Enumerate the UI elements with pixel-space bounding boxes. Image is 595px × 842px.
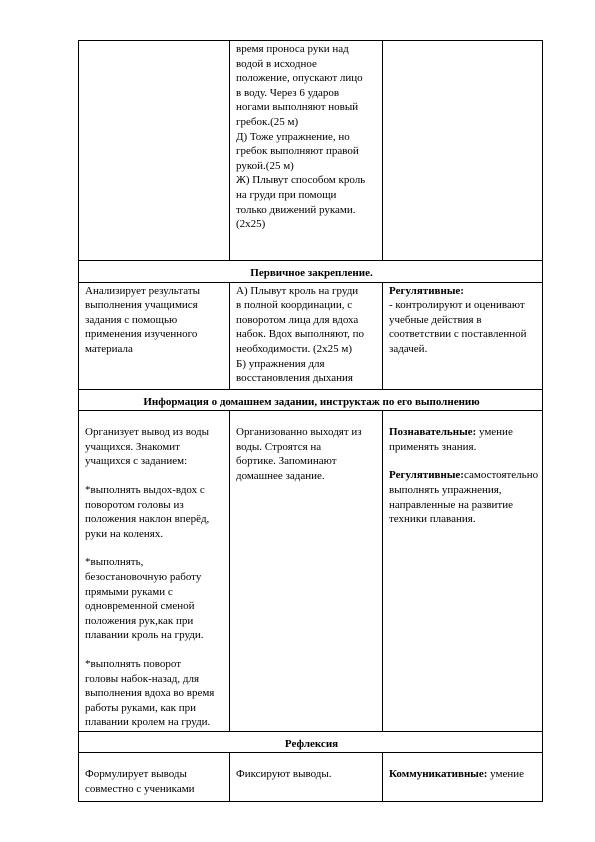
cognitive-label: Познавательные:: [389, 426, 477, 439]
text-line: соответствии с поставленной: [389, 328, 527, 341]
table-row: [79, 41, 543, 261]
text-line: положения рук,как при: [85, 614, 194, 627]
text-line: *выполнять выдох-вдох с: [85, 483, 205, 496]
section-header-row: [79, 389, 543, 411]
text-block: [389, 298, 538, 356]
text-line: водой в исходное: [236, 57, 317, 70]
text-line: учащихся с заданием:: [85, 455, 188, 468]
text-line: Организует вывод из воды: [85, 426, 210, 439]
teacher-activity-cell: [79, 282, 230, 389]
text-block: [85, 657, 225, 730]
text-line: положения наклон вперёд,: [85, 513, 210, 526]
uud-cell: [383, 282, 543, 389]
cognitive-text: умение: [476, 426, 513, 439]
communicative-text: умение: [487, 768, 525, 781]
text-block: [389, 483, 538, 527]
regulatory-label: Регулятивные:: [389, 284, 464, 297]
text-line: плавании кроль на груди.: [85, 629, 204, 642]
text-block: [236, 284, 378, 386]
text-line: направленные на развитие: [389, 498, 514, 511]
communicative-label: Коммуникативные:: [389, 768, 488, 781]
text-block: [85, 284, 225, 357]
section-title-reflection: Рефлексия: [79, 731, 543, 753]
text-block: [236, 42, 378, 232]
section-title-primary-consolidation: Первичное закрепление.: [79, 261, 543, 283]
student-activity-cell: [230, 41, 383, 261]
text-line: головы набок-назад, для: [85, 672, 200, 685]
text-line: только движений руками.: [236, 203, 356, 216]
section-header-row: [79, 731, 543, 753]
text-block: [85, 425, 225, 469]
text-block: [236, 425, 378, 483]
text-line: Организованно выходят из: [236, 426, 362, 439]
text-line: Формулирует выводы: [85, 768, 187, 781]
text-line: материала: [85, 342, 133, 355]
text-line: прямыми руками с: [85, 585, 173, 598]
text-line: (2х25): [236, 218, 266, 231]
text-line: Д) Тоже упражнение, но: [236, 130, 350, 143]
text-line: - контролируют и оценивают: [389, 299, 525, 312]
text-line: Б) упражнения для: [236, 357, 325, 370]
text-line: одновременной сменой: [85, 600, 195, 613]
text-line: гребок выполняют правой: [236, 145, 359, 158]
text-line: применения изученного: [85, 328, 198, 341]
uud-cell: [383, 753, 543, 802]
text-line: совместно с учениками: [85, 783, 195, 796]
text-block: [85, 483, 225, 541]
cognitive-text-line: применять знания.: [389, 440, 477, 453]
text-line: безостановочную работу: [85, 570, 202, 583]
text-line: набок. Вдох выполняют, по: [236, 328, 365, 341]
text-line: восстановления дыхания: [236, 372, 353, 385]
text-line: положение, опускают лицо: [236, 72, 363, 85]
text-line: учебные действия в: [389, 313, 482, 326]
section-header-row: [79, 261, 543, 283]
text-line: поворотом головы из: [85, 498, 184, 511]
regulatory-label: Регулятивные:: [389, 469, 464, 482]
text-line: необходимости. (2х25 м): [236, 342, 353, 355]
text-line: в полной координации, с: [236, 299, 353, 312]
text-line: бортике. Запоминают: [236, 455, 337, 468]
student-activity-cell: [230, 753, 383, 802]
text-line: рукой.(25 м): [236, 159, 294, 172]
text-line: учащихся. Знакомит: [85, 440, 180, 453]
text-line: работы руками, как при: [85, 701, 196, 714]
text-line: на груди при помощи: [236, 188, 337, 201]
table-row: [79, 282, 543, 389]
text-line: плавании кролем на груди.: [85, 716, 211, 729]
text-line: домашнее задание.: [236, 469, 325, 482]
uud-cell: [383, 41, 543, 261]
text-line: выполнения вдоха во время: [85, 687, 215, 700]
table-row: [79, 411, 543, 732]
text-line: Ж) Плывут способом кроль: [236, 174, 366, 187]
table-row: [79, 753, 543, 802]
text-line: задания с помощью: [85, 313, 178, 326]
student-activity-cell: [230, 282, 383, 389]
text-line: Фиксируют выводы.: [236, 768, 332, 781]
uud-cell: [383, 411, 543, 732]
text-block: [85, 555, 225, 643]
text-line: *выполнять,: [85, 556, 144, 569]
section-title-homework: Информация о домашнем задании, инструктаж по его выполнению: [79, 389, 543, 411]
text-line: *выполнять поворот: [85, 657, 182, 670]
text-block: [85, 767, 225, 796]
text-line: выполнения учащимися: [85, 299, 198, 312]
student-activity-cell: [230, 411, 383, 732]
teacher-activity-cell: [79, 41, 230, 261]
text-line: А) Плывут кроль на груди: [236, 284, 359, 297]
text-line: ногами выполняют новый: [236, 101, 359, 114]
text-line: техники плавания.: [389, 513, 476, 526]
text-line: поворотом лица для вдоха: [236, 313, 359, 326]
text-block: [236, 767, 378, 782]
text-line: воды. Строятся на: [236, 440, 322, 453]
regulatory-text: самостоятельно: [463, 469, 539, 482]
text-line: выполнять упражнения,: [389, 483, 502, 496]
text-line: время проноса руки над: [236, 43, 349, 55]
lesson-plan-table: [78, 40, 543, 802]
text-line: в воду. Через 6 ударов: [236, 86, 340, 99]
teacher-activity-cell: [79, 753, 230, 802]
text-line: Анализирует результаты: [85, 284, 201, 297]
teacher-activity-cell: [79, 411, 230, 732]
text-line: руки на коленях.: [85, 527, 164, 540]
text-line: задачей.: [389, 342, 428, 355]
text-line: гребок.(25 м): [236, 115, 299, 128]
